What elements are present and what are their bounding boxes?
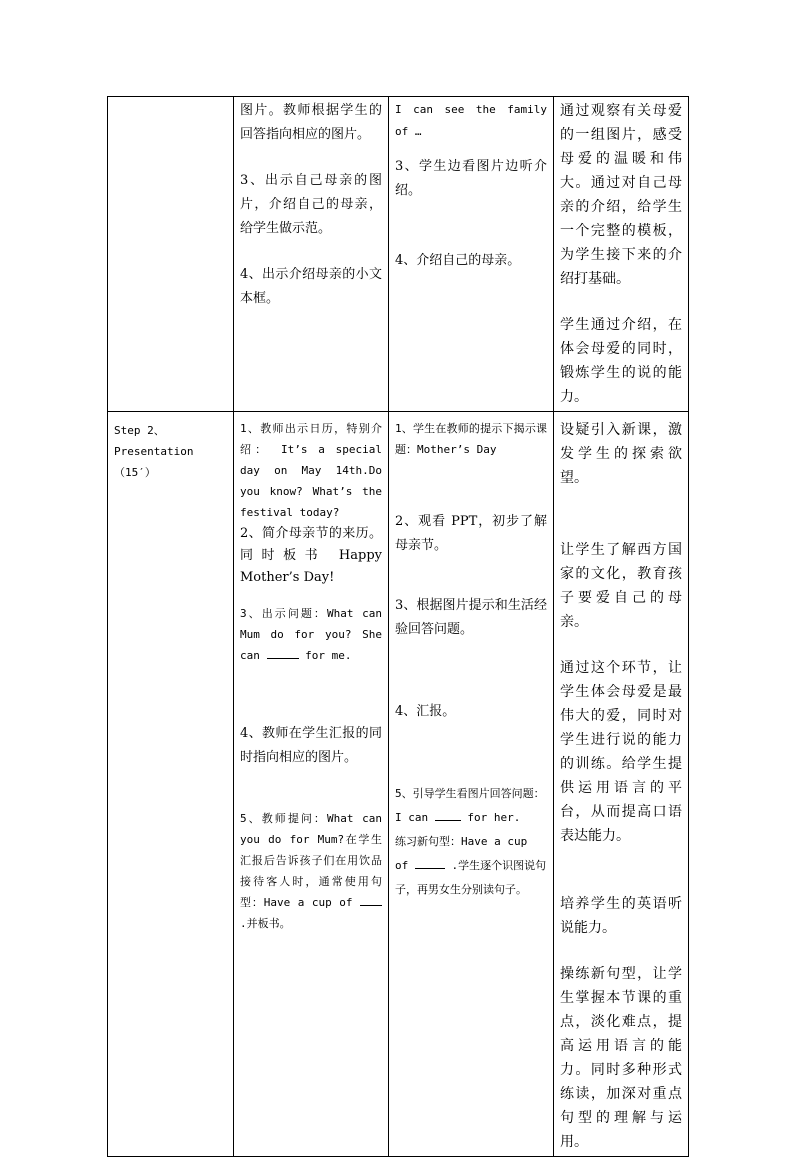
student-text: I can see the family of … — [395, 103, 547, 138]
teacher-text-part: 5、教师提问：What can you do for Mum?在学生汇报后告诉孩子们在用饮品接待客人时，通常使用句型：Have a cup of — [240, 812, 382, 909]
purpose-text: 培养学生的英语听说能力。 — [560, 896, 682, 936]
student-text: 4、汇报。 — [395, 704, 456, 719]
student-text: 1、学生在教师的提示下揭示课题：Mother’s Day — [395, 422, 547, 456]
teacher-text — [240, 603, 382, 666]
teacher-text: 3、出示自己母亲的图片，介绍自己的母亲，给学生做示范。 — [240, 173, 382, 236]
teacher-text — [240, 808, 382, 934]
teacher-text: 4、出示介绍母亲的小文本框。 — [240, 267, 382, 306]
student-activity-cell — [389, 412, 554, 1157]
purpose-text: 设疑引入新课，激发学生的探索欲望。 — [560, 422, 682, 486]
fill-blank — [360, 905, 382, 906]
step-cell — [108, 97, 234, 412]
purpose-text: 通过观察有关母爱的一组图片，感受母爱的温暖和伟大。通过对自己母亲的介绍，给学生一个完整的模板，为学生接下来的介绍打基础。 — [560, 103, 682, 287]
purpose-cell — [554, 97, 689, 412]
teacher-text: 4、教师在学生汇报的同时指向相应的图片。 — [240, 726, 382, 765]
step-cell — [108, 412, 234, 1157]
purpose-text: 让学生了解西方国家的文化，教育孩子要爱自己的母亲。 — [560, 542, 682, 630]
student-text-part: 5、引导学生看图片回答问题：I can — [395, 787, 545, 824]
purpose-cell — [554, 412, 689, 1157]
teacher-text: 2、简介母亲节的来历。同时板书 Happy Mother’s Day! — [240, 526, 382, 585]
student-activity-cell — [389, 97, 554, 412]
fill-blank — [415, 868, 445, 869]
student-text — [395, 782, 547, 830]
student-text: 2、观看 PPT，初步了解母亲节。 — [395, 514, 547, 553]
purpose-text: 通过这个环节，让学生体会母爱是最伟大的爱，同时对学生进行说的能力的训练。给学生提供运用语言的平台，从而提高口语表达能力。 — [560, 660, 682, 844]
purpose-text: 学生通过介绍，在体会母爱的同时，锻炼学生的说的能力。 — [560, 317, 682, 405]
student-text — [395, 830, 547, 902]
student-text: 3、根据图片提示和生活经验回答问题。 — [395, 598, 547, 637]
teacher-text-part: 3、出示问题：What can Mum do for you? She can — [240, 607, 382, 662]
teacher-text: 1、教师出示日历，特别介绍： It’s a special day on May 14th.Do you know? What’s the festival today? — [240, 422, 382, 519]
student-text-part: for her. — [467, 811, 521, 824]
step-label: Presentation — [114, 445, 194, 458]
table-row — [108, 97, 689, 412]
purpose-text: 操练新句型，让学生掌握本节课的重点，淡化难点，提高运用语言的能力。同时多种形式练读，加深对重点句型的理解与运用。 — [560, 966, 682, 1150]
teacher-activity-cell — [234, 97, 389, 412]
student-text-part: .学生逐个识图说句子，再男女生分别读句子。 — [395, 859, 547, 896]
step-label: Step 2、 — [114, 424, 165, 437]
fill-blank — [435, 820, 461, 821]
table-row — [108, 412, 689, 1157]
student-text: 3、学生边看图片边听介绍。 — [395, 159, 547, 198]
step-label: （15′） — [114, 466, 156, 479]
teacher-activity-cell — [234, 412, 389, 1157]
fill-blank — [267, 658, 299, 659]
teacher-text: 图片。教师根据学生的回答指向相应的图片。 — [240, 103, 382, 142]
student-text: 4、介绍自己的母亲。 — [395, 253, 521, 268]
teacher-text-part: .并板书。 — [240, 917, 291, 930]
lesson-plan-table — [107, 96, 689, 1157]
teacher-text-part: for me. — [305, 649, 352, 662]
student-text-part: 练习新句型：Have a cup of — [395, 835, 528, 872]
